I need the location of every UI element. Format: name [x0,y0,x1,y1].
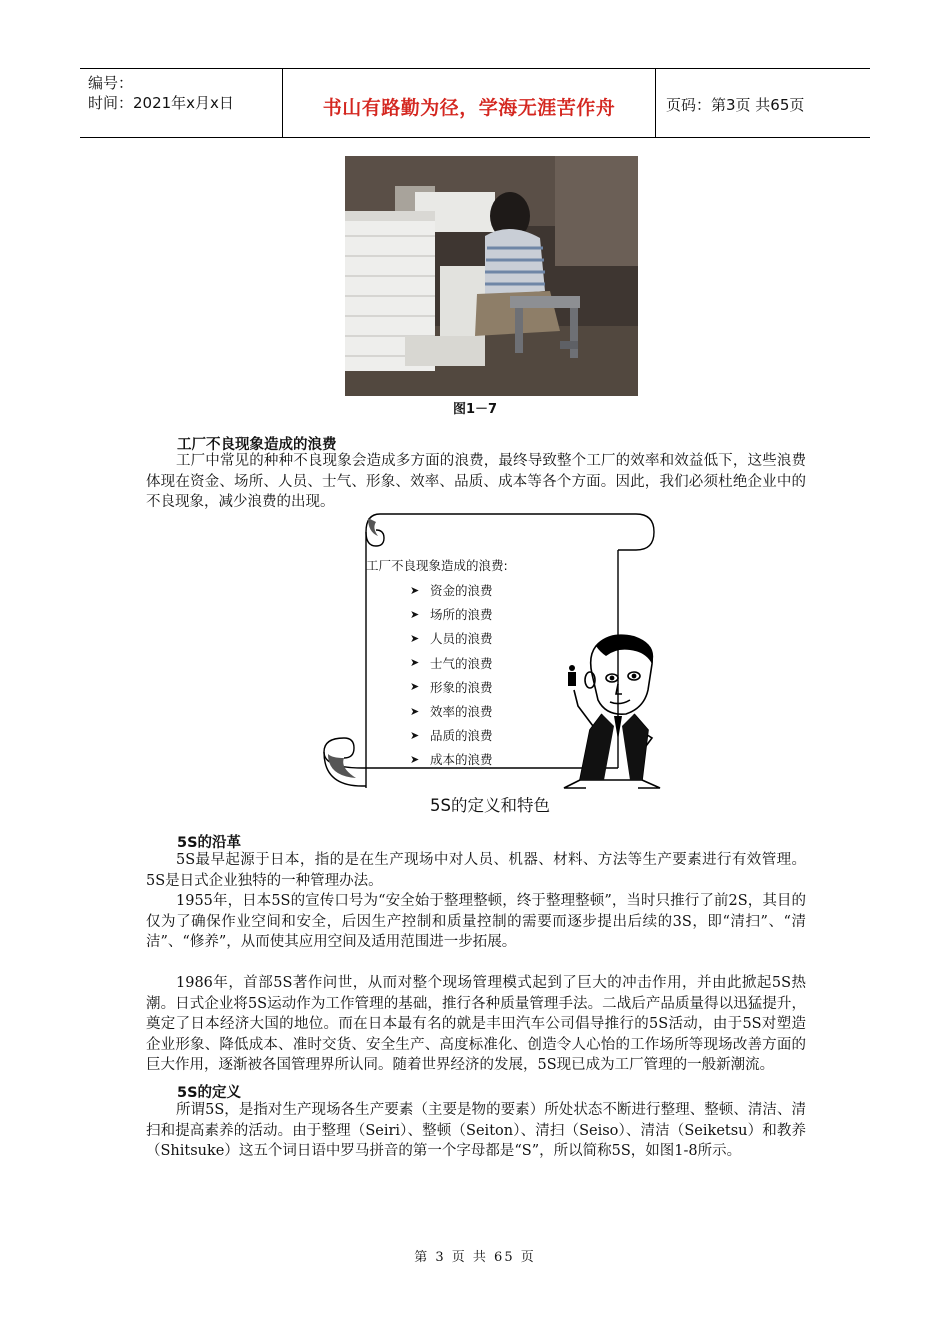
waste-item-label: 资金的浪费 [430,583,493,599]
paragraph-history-1: 5S最早起源于日本，指的是在生产现场中对人员、机器、材料、方法等生产要素进行有效管理。5S是日式企业独特的一种管理办法。 [146,852,806,889]
list-item [410,651,493,675]
waste-item-label: 成本的浪费 [430,752,493,768]
header-page-cell [656,69,870,137]
arrow-right-icon: ➤ [410,583,420,597]
arrow-right-icon: ➤ [410,728,420,742]
section-heading-definition: 5S的定义 [177,1085,242,1101]
list-item [410,723,493,747]
waste-item-label: 人员的浪费 [430,631,493,647]
waste-item-label: 形象的浪费 [430,679,493,695]
waste-item-label: 效率的浪费 [430,704,493,720]
figure-caption: 图1－7 [452,402,498,417]
document-date-label: 时间：2021年x月x日 [88,94,234,112]
waste-item-label: 场所的浪费 [430,607,493,623]
waste-list [410,578,493,772]
paragraph-definition: 所谓5S，是指对生产现场各生产要素（主要是物的要素）所处状态不断进行整理、整顿、清洁、清扫和提高素养的活动。由于整理（Seiri）、整顿（Seiton）、清扫（Seiso）、清洁（Seiketsu）和教养（Shitsuke）这五个词日语中罗马拼音的第一个字母都是“S”，所以简称5S，如图1-8所示。 [146,1102,806,1159]
header-meta-cell [80,69,283,137]
arrow-right-icon: ➤ [410,631,420,645]
document-number-label: 编号： [88,74,134,92]
paragraph-waste: 工厂中常见的种种不良现象会造成多方面的浪费，最终导致整个工厂的效率和效益低下，这些浪费体现在资金、场所、人员、士气、形象、效率、品质、成本等各个方面。因此，我们必须杜绝企业中的不良现象，减少浪费的出现。 [146,453,806,510]
list-item [410,578,493,602]
list-item [410,675,493,699]
factory-worker-photo [345,156,638,396]
paragraph-history-3: 1986年，首部5S著作问世，从而对整个现场管理模式起到了巨大的冲击作用，并由此掀起5S热潮。日式企业将5S运动作为工作管理的基础，推行各种质量管理手法。二战后产品质量得以迅猛提升，奠定了日本经济大国的地位。而在日本最有名的就是丰田汽车公司倡导推行的5S活动，由于5S对塑造企业形象、降低成本、准时交货、安全生产、高度标准化、创造令人心怡的工作场所等现场改善方面的巨大作用，逐渐被各国管理界所认同。随着世界经济的发展，5S现已成为工厂管理的一般新潮流。 [146,975,806,1073]
arrow-right-icon: ➤ [410,752,420,766]
list-item [410,602,493,626]
arrow-right-icon: ➤ [410,656,420,670]
chapter-heading: 5S的定义和特色 [430,796,550,815]
waste-item-label: 品质的浪费 [430,728,493,744]
page-header [80,68,870,138]
scroll-diagram-title: 工厂不良现象造成的浪费: [366,558,508,573]
waste-item-label: 士气的浪费 [430,655,493,671]
section-heading-waste: 工厂不良现象造成的浪费 [177,437,337,453]
header-page-info: 页码：第3页 共65页 [666,96,805,114]
arrow-right-icon: ➤ [410,704,420,718]
list-item [410,747,493,771]
list-item [410,626,493,650]
header-motto: 书山有路勤为径，学海无涯苦作舟 [322,97,616,119]
header-motto-cell [283,69,656,137]
arrow-right-icon: ➤ [410,607,420,621]
paragraph-history-2: 1955年，日本5S的宣传口号为“安全始于整理整顿，终于整理整顿”，当时只推行了前2S，其目的仅为了确保作业空间和安全，后因生产控制和质量控制的需要而逐步提出后续的3S，即“清扫”、“清洁”、“修养”，从而使其应用空间及适用范围进一步拓展。 [146,893,806,950]
section-heading-history: 5S的沿革 [177,835,242,851]
cartoon-man-illustration [556,630,666,790]
arrow-right-icon: ➤ [410,680,420,694]
list-item [410,699,493,723]
page-footer: 第 3 页 共 65 页 [414,1250,536,1265]
factory-worker-photo-illustration [345,156,638,396]
